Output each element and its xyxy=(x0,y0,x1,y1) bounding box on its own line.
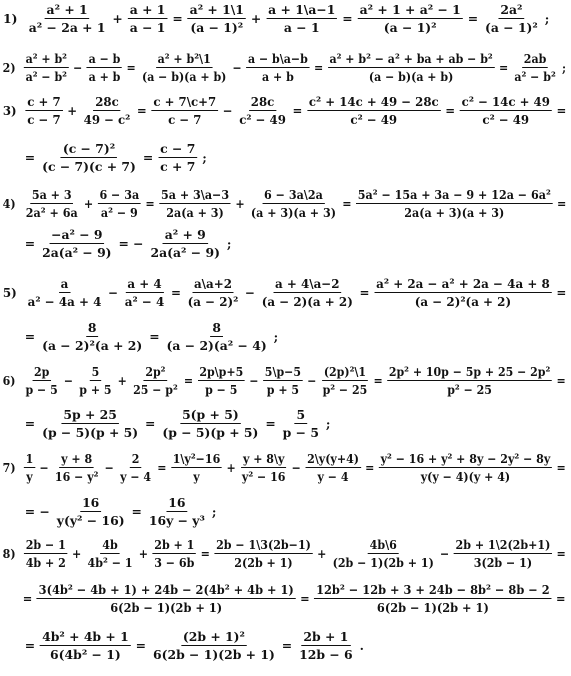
operator: = xyxy=(22,590,33,606)
operator: = xyxy=(314,59,324,75)
fraction xyxy=(281,407,321,440)
fraction xyxy=(24,537,68,570)
fraction xyxy=(266,2,337,35)
operator: − xyxy=(440,545,450,561)
numerator: 4b\6 xyxy=(369,536,397,552)
numerator: a² + b² xyxy=(25,50,68,66)
problem-number: 3) xyxy=(2,102,17,118)
operator: = xyxy=(24,235,36,251)
operator: = xyxy=(24,637,36,653)
denominator: (a − 1)² xyxy=(485,19,538,35)
denominator: a + b xyxy=(262,68,294,84)
numerator: a² + 1 + a² − 1 xyxy=(359,1,461,17)
denominator: (p − 5)(p + 5) xyxy=(42,424,139,440)
operator: = xyxy=(145,415,156,431)
numerator: y + 8\y xyxy=(242,450,285,466)
fraction xyxy=(27,2,108,35)
denominator: (c − 7)(c + 7) xyxy=(42,158,136,174)
denominator: (a − b)(a + b) xyxy=(368,68,454,84)
equation-line xyxy=(0,135,566,179)
denominator: p² − 25 xyxy=(322,381,368,397)
denominator: a² − b² xyxy=(514,68,556,84)
fraction xyxy=(123,276,166,309)
equation-line xyxy=(0,531,566,575)
denominator: (p − 5)(p + 5) xyxy=(162,424,259,440)
operator: = xyxy=(24,328,36,344)
numerator: y + 8 xyxy=(61,450,93,466)
denominator: c − 7 xyxy=(168,111,202,127)
operator: + xyxy=(235,195,245,211)
fraction xyxy=(305,451,360,484)
fraction xyxy=(321,364,369,397)
numerator: 8 xyxy=(212,319,221,335)
fraction xyxy=(263,364,303,397)
fraction xyxy=(297,629,354,662)
numerator: c² + 14c + 49 − 28c xyxy=(308,93,439,109)
operator: = xyxy=(131,503,142,519)
fraction xyxy=(454,537,552,570)
fraction xyxy=(98,187,141,220)
numerator: 5a² − 15a + 3a − 9 + 12a − 6a² xyxy=(357,186,551,202)
problem-number: 2) xyxy=(2,59,16,75)
operator: + xyxy=(83,195,94,211)
equation-line xyxy=(0,0,566,40)
denominator: 6(2b − 1)(2b + 1) xyxy=(376,599,489,615)
operator: = xyxy=(467,10,479,26)
fraction xyxy=(40,629,131,662)
operator: − xyxy=(245,284,256,300)
denominator: 12b − 6 xyxy=(299,646,353,662)
denominator: y(y² − 16) xyxy=(56,512,125,528)
fraction xyxy=(25,94,62,127)
fraction xyxy=(240,451,287,484)
operator: − xyxy=(249,372,259,388)
operator: − xyxy=(63,372,74,388)
fraction xyxy=(165,320,269,353)
numerator: −a² − 9 xyxy=(51,226,103,242)
operator: = xyxy=(556,284,567,300)
fraction xyxy=(87,51,122,84)
denominator: a² − b² xyxy=(25,68,68,84)
numerator: 6 − 3a\2a xyxy=(264,186,323,202)
operator: = xyxy=(142,149,154,165)
denominator: a − 1 xyxy=(283,19,320,35)
denominator: a + b xyxy=(88,68,121,84)
fraction xyxy=(249,187,338,220)
denominator: a² − 4 xyxy=(124,293,165,309)
fraction xyxy=(513,51,558,84)
operator: = xyxy=(172,10,183,26)
numerator: 28c xyxy=(95,93,119,109)
numerator: 5a + 3 xyxy=(31,186,72,202)
operator: = xyxy=(265,415,276,431)
operator: = xyxy=(200,545,210,561)
operator: . xyxy=(359,637,364,653)
fraction xyxy=(307,94,441,127)
numerator: 2b + 1 xyxy=(154,536,195,552)
fraction xyxy=(214,537,312,570)
fraction xyxy=(40,141,138,174)
denominator: c + 7 xyxy=(160,158,196,174)
operator: + xyxy=(250,10,262,26)
fraction xyxy=(188,2,246,35)
fraction xyxy=(237,94,287,127)
equation-line xyxy=(0,45,567,89)
fraction xyxy=(86,537,135,570)
numerator: 2p² xyxy=(145,363,166,379)
numerator: 12b² − 12b + 3 + 24b − 8b² − 8b − 2 xyxy=(316,581,550,597)
operator: = xyxy=(359,284,370,300)
operator: − xyxy=(104,459,114,475)
fraction xyxy=(24,51,69,84)
operator: = − xyxy=(24,503,50,519)
operator: ; xyxy=(226,235,232,251)
fraction xyxy=(82,94,132,127)
denominator: a² − 4a + 4 xyxy=(27,293,102,309)
fraction xyxy=(149,227,222,260)
problem-number: 7) xyxy=(2,459,16,475)
denominator: 49 − c² xyxy=(83,111,131,127)
fraction xyxy=(358,2,463,35)
numerator: 28c xyxy=(250,93,275,109)
operator: + xyxy=(67,102,78,118)
numerator: 2ab xyxy=(523,50,547,66)
operator: = xyxy=(145,195,155,211)
operator: = xyxy=(342,195,352,211)
denominator: 2a(a² − 9) xyxy=(150,244,220,260)
numerator: 2\y(y+4) xyxy=(307,450,359,466)
denominator: p + 5 xyxy=(266,381,300,397)
denominator: 6(2b − 1)(2b + 1) xyxy=(152,646,275,662)
problem-number: 6) xyxy=(2,372,16,388)
numerator: 2p\p+5 xyxy=(199,363,244,379)
numerator: c + 7 xyxy=(27,93,61,109)
equation-line xyxy=(0,623,566,667)
numerator: 16 xyxy=(82,494,100,510)
numerator: 2b + 1 xyxy=(303,628,349,644)
denominator: y − 4 xyxy=(317,468,349,484)
operator: − xyxy=(73,59,83,75)
equation-line xyxy=(0,489,566,533)
numerator: a² + b² − a² + ba + ab − b² xyxy=(329,50,493,66)
operator: + xyxy=(72,545,82,561)
operator: + xyxy=(117,372,127,388)
denominator: (a + 3)(a + 3) xyxy=(250,204,336,220)
operator: − xyxy=(108,284,119,300)
operator: + xyxy=(317,545,327,561)
operator: = xyxy=(183,372,194,388)
equation-line xyxy=(0,270,567,314)
operator: = xyxy=(126,59,136,75)
operator: = xyxy=(149,328,160,344)
fraction xyxy=(328,51,495,84)
numerator: 4b² + 4b + 1 xyxy=(42,628,129,644)
denominator: (a − 2)(a² − 4) xyxy=(166,337,267,353)
equation-line xyxy=(0,221,566,265)
fraction xyxy=(140,51,228,84)
numerator: 5p + 25 xyxy=(63,406,117,422)
fraction xyxy=(160,407,260,440)
denominator: (a − 2)²(a + 2) xyxy=(42,337,143,353)
numerator: a + 1\a−1 xyxy=(268,1,336,17)
denominator: (2b − 1)(2b + 1) xyxy=(332,554,434,570)
operator: − xyxy=(39,459,49,475)
operator: = xyxy=(136,102,147,118)
denominator: 2(2b + 1) xyxy=(234,554,293,570)
denominator: a − 1 xyxy=(129,19,166,35)
operator: − xyxy=(222,102,233,118)
denominator: 2a(a² − 9) xyxy=(42,244,112,260)
fraction xyxy=(460,94,552,127)
numerator: 2p xyxy=(33,363,50,379)
operator: + xyxy=(226,459,236,475)
fraction xyxy=(171,451,222,484)
denominator: y xyxy=(26,468,33,484)
problem-number: 1) xyxy=(2,10,18,26)
numerator: 1\y²−16 xyxy=(172,450,221,466)
denominator: (a − 1)² xyxy=(190,19,244,35)
denominator: c² − 49 xyxy=(239,111,286,127)
numerator: 5(p + 5) xyxy=(182,406,239,422)
denominator: 4b + 2 xyxy=(25,554,66,570)
operator: = xyxy=(300,590,310,606)
numerator: 5\p−5 xyxy=(264,363,302,379)
operator: ; xyxy=(544,10,550,26)
fraction xyxy=(24,364,60,397)
operator: ; xyxy=(202,149,207,165)
denominator: 2a(a + 3)(a + 3) xyxy=(404,204,505,220)
fraction xyxy=(260,276,355,309)
numerator: 2b + 1\2(2b+1) xyxy=(455,536,551,552)
fraction xyxy=(131,364,179,397)
operator: = xyxy=(292,102,303,118)
numerator: c − 7 xyxy=(160,140,196,156)
denominator: 2a² + 6a xyxy=(25,204,78,220)
numerator: 4b xyxy=(102,536,118,552)
numerator: 5 xyxy=(91,363,100,379)
denominator: p − 5 xyxy=(25,381,58,397)
denominator: p − 5 xyxy=(282,424,319,440)
operator: ; xyxy=(325,415,331,431)
denominator: (a − b)(a + b) xyxy=(141,68,227,84)
denominator: y² − 16 xyxy=(241,468,286,484)
denominator: c² − 49 xyxy=(482,111,530,127)
fraction xyxy=(151,629,277,662)
fraction xyxy=(356,187,553,220)
operator: − xyxy=(232,59,242,75)
fraction xyxy=(374,276,551,309)
operator: = xyxy=(556,372,566,388)
operator: − xyxy=(291,459,301,475)
operator: = xyxy=(557,195,567,211)
equation-line xyxy=(0,314,566,358)
denominator: 4b² − 1 xyxy=(87,554,133,570)
denominator: 2a(a + 3) xyxy=(166,204,224,220)
fraction xyxy=(55,495,127,528)
operator: = xyxy=(365,459,375,475)
equation-line xyxy=(0,88,567,132)
denominator: 3 − 6b xyxy=(154,554,195,570)
numerator: y² − 16 + y² + 8y − 2y² − 8y xyxy=(380,450,551,466)
fraction xyxy=(26,276,104,309)
numerator: 2 xyxy=(131,450,140,466)
numerator: 1 xyxy=(25,450,34,466)
denominator: 6(4b² − 1) xyxy=(50,646,121,662)
denominator: (a − 2)(a + 2) xyxy=(261,293,353,309)
operator: = xyxy=(281,637,293,653)
denominator: y − 4 xyxy=(120,468,152,484)
denominator: 3(2b − 1) xyxy=(473,554,533,570)
fraction xyxy=(118,451,153,484)
problem-number: 4) xyxy=(2,195,16,211)
numerator: 2a² xyxy=(500,1,523,17)
numerator: c + 7\c+7 xyxy=(153,93,217,109)
fraction xyxy=(314,582,551,615)
denominator: p − 5 xyxy=(205,381,238,397)
numerator: a² + b²\1 xyxy=(157,50,211,66)
numerator: a xyxy=(60,275,69,291)
operator: = xyxy=(373,372,383,388)
fraction xyxy=(40,407,140,440)
fraction xyxy=(24,187,79,220)
numerator: a² + 2a − a² + 2a − 4a + 8 xyxy=(376,275,550,291)
fraction xyxy=(246,51,309,84)
operator: = xyxy=(170,284,181,300)
operator: = xyxy=(24,149,36,165)
fraction xyxy=(147,495,207,528)
numerator: (2b + 1)² xyxy=(182,628,245,644)
fraction xyxy=(151,94,218,127)
numerator: (2p)²\1 xyxy=(323,363,367,379)
equation-line xyxy=(0,576,566,620)
denominator: 25 − p² xyxy=(133,381,178,397)
fraction xyxy=(158,141,197,174)
operator: = xyxy=(135,637,147,653)
denominator: 16y − y³ xyxy=(148,512,205,528)
fraction xyxy=(198,364,245,397)
fraction xyxy=(24,451,35,484)
operator: + xyxy=(138,545,149,561)
fraction xyxy=(128,2,168,35)
numerator: a − b\a−b xyxy=(247,50,308,66)
numerator: 16 xyxy=(168,494,186,510)
denominator: y(y − 4)(y + 4) xyxy=(420,468,511,484)
numerator: 2b − 1\3(2b−1) xyxy=(216,536,311,552)
numerator: a² + 1\1 xyxy=(189,1,244,17)
fraction xyxy=(152,537,196,570)
operator: = xyxy=(342,10,353,26)
operator: ; xyxy=(211,503,217,519)
operator: = xyxy=(556,590,566,606)
numerator: 6 − 3a xyxy=(99,186,140,202)
denominator: (a − 2)² xyxy=(187,293,239,309)
numerator: a² + 9 xyxy=(164,226,206,242)
denominator: y xyxy=(193,468,200,484)
fraction xyxy=(159,187,231,220)
equation-line xyxy=(0,401,566,445)
denominator: a² − 2a + 1 xyxy=(28,19,106,35)
fraction xyxy=(37,582,296,615)
operator: = xyxy=(498,59,509,75)
operator: = xyxy=(556,459,566,475)
numerator: 5a + 3\a−3 xyxy=(160,186,230,202)
fraction xyxy=(387,364,552,397)
operator: = xyxy=(24,415,36,431)
equation-line xyxy=(0,181,567,225)
operator: = xyxy=(445,102,456,118)
operator: = − xyxy=(118,235,144,251)
fraction xyxy=(78,364,114,397)
numerator: a + 4 xyxy=(127,275,162,291)
denominator: 6(2b − 1)(2b + 1) xyxy=(110,599,223,615)
operator: = xyxy=(157,459,167,475)
fraction xyxy=(53,451,100,484)
denominator: c² − 49 xyxy=(350,111,398,127)
numerator: 8 xyxy=(87,319,97,335)
operator: − xyxy=(307,372,317,388)
denominator: 16 − y² xyxy=(54,468,99,484)
numerator: a² + 1 xyxy=(46,1,88,17)
fraction xyxy=(379,451,552,484)
denominator: p² − 25 xyxy=(447,381,492,397)
numerator: c² − 14c + 49 xyxy=(461,93,550,109)
problem-number: 8) xyxy=(2,545,16,561)
operator: + xyxy=(112,10,123,26)
equation-line xyxy=(0,445,566,489)
denominator: (a − 2)²(a + 2) xyxy=(414,293,512,309)
operator: = xyxy=(556,102,567,118)
fraction xyxy=(331,537,436,570)
numerator: 5 xyxy=(296,406,306,422)
denominator: a² − 9 xyxy=(100,204,138,220)
problem-number: 5) xyxy=(2,284,17,300)
denominator: p + 5 xyxy=(79,381,112,397)
numerator: 3(4b² − 4b + 1) + 24b − 2(4b² + 4b + 1) xyxy=(38,581,294,597)
numerator: a\a+2 xyxy=(193,275,233,291)
equation-line xyxy=(0,358,566,402)
numerator: 2p² + 10p − 5p + 25 − 2p² xyxy=(388,363,551,379)
fraction xyxy=(186,276,241,309)
numerator: a + 1 xyxy=(129,1,166,17)
denominator: (a − 1)² xyxy=(383,19,437,35)
numerator: (c − 7)² xyxy=(62,140,116,156)
numerator: a − b xyxy=(88,50,121,66)
fraction xyxy=(40,320,144,353)
denominator: c − 7 xyxy=(27,111,61,127)
fraction xyxy=(40,227,113,260)
operator: ; xyxy=(273,328,279,344)
numerator: a + 4\a−2 xyxy=(274,275,340,291)
fraction xyxy=(483,2,540,35)
operator: ; xyxy=(561,59,567,75)
numerator: 2b − 1 xyxy=(25,536,66,552)
operator: = xyxy=(556,545,566,561)
